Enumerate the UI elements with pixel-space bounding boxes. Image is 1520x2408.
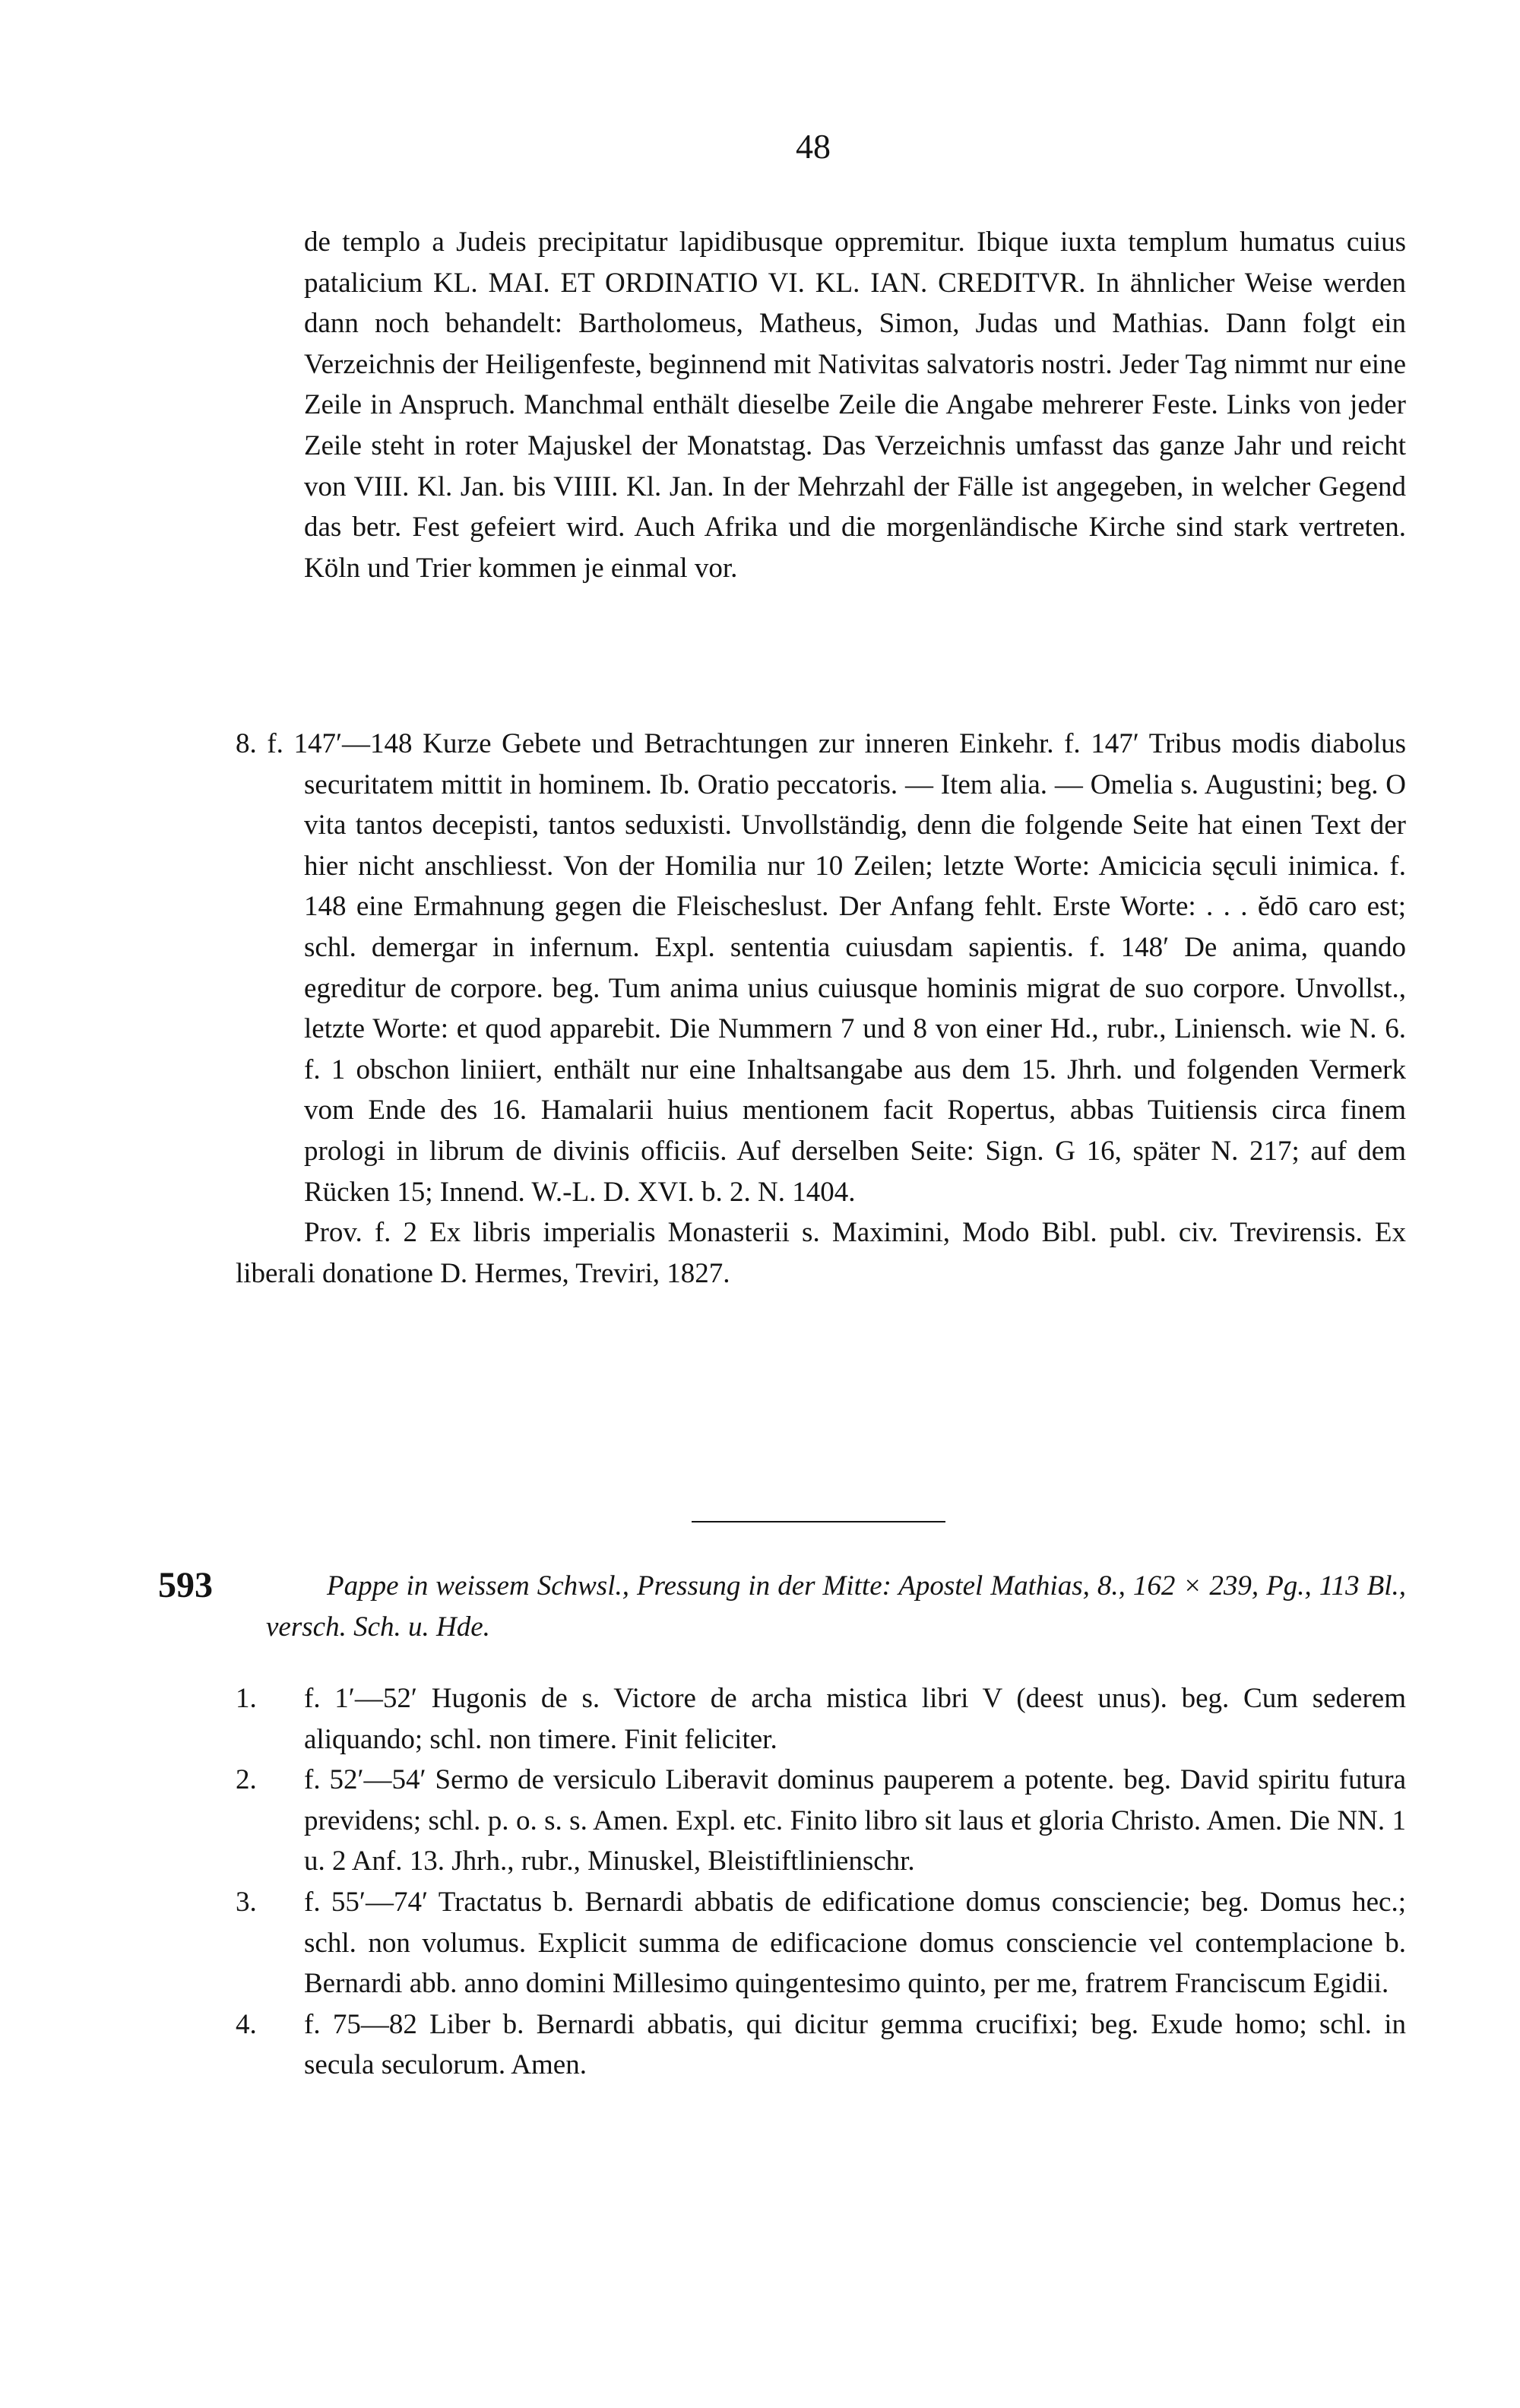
- item-text: f. 75—82 Liber b. Bernardi abbatis, qui dicitur gemma crucifixi; beg. Exude homo; schl. in secula seculorum. Amen.: [304, 2008, 1406, 2081]
- list-item: [236, 1678, 1406, 1760]
- item-number: 2.: [236, 1764, 257, 1796]
- item-text: f. 52′—54′ Sermo de versiculo Liberavit dominus pauperem a potente. beg. David spiritu futura previdens; schl. p. o. s. s. Amen. Expl. etc. Finito libro sit laus et gloria Christo. Amen. Die NN. 1 u. 2 Anf. 13. Jhrh., rubr., Minuskel, Bleistiftlinienschr.: [304, 1764, 1406, 1877]
- list-item: [236, 1760, 1406, 1882]
- entry-description-text: Pappe in weissem Schwsl., Pressung in der Mitte: Apostel Mathias, 8., 162 × 239, Pg., 113 Bl., versch. Sch. u. Hde.: [266, 1570, 1406, 1643]
- provenance-note: Prov. f. 2 Ex libris imperialis Monasterii s. Maximini, Modo Bibl. publ. civ. Trevirensis. Ex liberali donatione D. Hermes, Treviri, 1827.: [236, 1217, 1406, 1289]
- section-divider: [692, 1521, 945, 1522]
- item-text: f. 1′—52′ Hugonis de s. Victore de archa mistica libri V (deest unus). beg. Cum sederem aliquando; schl. non timere. Finit feliciter.: [304, 1683, 1406, 1755]
- list-item: [236, 2004, 1406, 2086]
- continuation-text: de templo a Judeis precipitatur lapidibusque oppremitur. Ibique iuxta templum humatus cuius patalicium KL. MAI. ET ORDINATIO VI. KL. IAN. CREDITVR. In ähnlicher Weise werden dann noch behandelt: Bartholomeus, Matheus, Simon, Judas und Mathias. Dann folgt ein Verzeichnis der Heiligenfeste, beginnend mit Nativitas salvatoris nostri. Jeder Tag nimmt nur eine Zeile in Anspruch. Manchmal enthält dieselbe Zeile die Angabe mehrerer Feste. Links von jeder Zeile steht in roter Majuskel der Monatstag. Das Verzeichnis umfasst das ganze Jahr und reicht von VIII. Kl. Jan. bis VIIII. Kl. Jan. In der Mehrzahl der Fälle ist angegeben, in welcher Gegend das betr. Fest gefeiert wird. Auch Afrika und die morgenländische Kirche sind stark vertreten. Köln und Trier kommen je einmal vor.: [304, 227, 1406, 584]
- item-number: 4.: [236, 2008, 257, 2040]
- list-item: [236, 1882, 1406, 2004]
- entry-number: 593: [158, 1565, 213, 1605]
- entry-description: [266, 1566, 1406, 1647]
- item-number: 3.: [236, 1886, 257, 1918]
- entry-item-list: [236, 1678, 1406, 2086]
- item-number: 1.: [236, 1683, 257, 1714]
- page-number: 48: [796, 127, 831, 166]
- item-8: [236, 724, 1406, 1294]
- item-text: f. 55′—74′ Tractatus b. Bernardi abbatis de edificatione domus consciencie; beg. Domus hec.; schl. non volumus. Explicit summa de edificacione domus consciencie vel contemplacione b. Bernardi abb. anno domini Millesimo quingentesimo quinto, per me, fratrem Franciscum Egidii.: [304, 1886, 1406, 2000]
- continuation-paragraph: [304, 222, 1406, 588]
- item-8-text: 8. f. 147′—148 Kurze Gebete und Betrachtungen zur inneren Einkehr. f. 147′ Tribus modis diabolus securitatem mittit in hominem. Ib. Oratio peccatoris. — Item alia. — Omelia s. Augustini; beg. O vita tantos decepisti, tantos seduxisti. Unvollständig, denn die folgende Seite hat einen Text der hier nicht anschliesst. Von der Homilia nur 10 Zeilen; letzte Worte: Amicicia sęculi inimica. f. 148 eine Ermahnung gegen die Fleischeslust. Der Anfang fehlt. Erste Worte: . . . ĕdō caro est; schl. demergar in infernum. Expl. sententia cuiusdam sapientis. f. 148′ De anima, quando egreditur de corpore. beg. Tum anima unius cuiusque hominis migrat de suo corpore. Unvollst., letzte Worte: et quod apparebit. Die Nummern 7 und 8 von einer Hd., rubr., Liniensch. wie N. 6. f. 1 obschon liniiert, enthält nur eine Inhaltsangabe aus dem 15. Jhrh. und folgenden Vermerk vom Ende des 16. Hamalarii huius mentionem facit Ropertus, abbas Tuitiensis circa finem prologi in librum de divinis officiis. Auf derselben Seite: Sign. G 16, später N. 217; auf dem Rücken 15; Innend. W.-L. D. XVI. b. 2. N. 1404.: [236, 728, 1406, 1208]
